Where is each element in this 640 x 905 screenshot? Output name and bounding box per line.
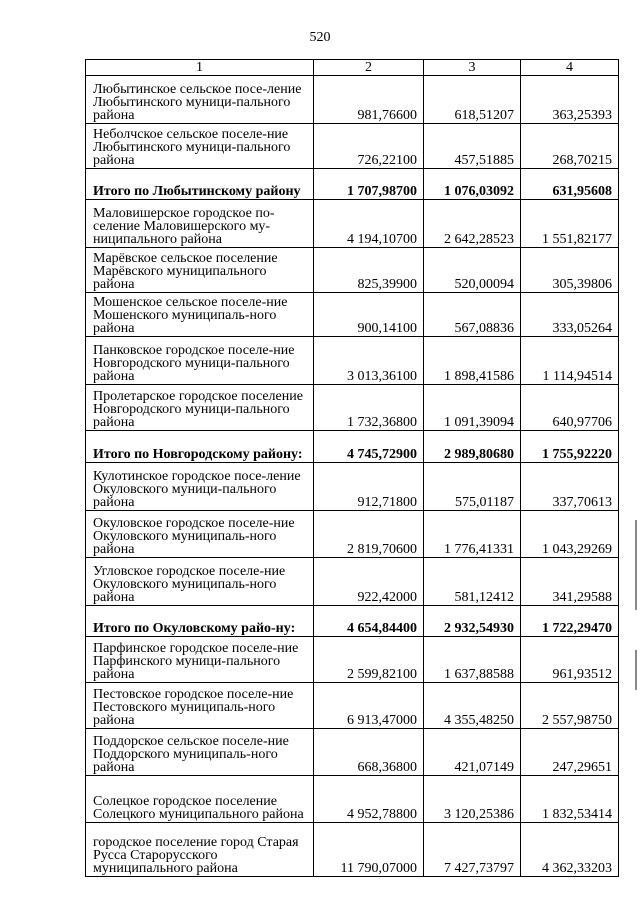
table-row [86, 385, 619, 431]
value-col4-cell: 1 722,29470 [521, 606, 619, 637]
row-name-cell: Окуловское городское поселе-ние Окуловского муниципаль-ного района [86, 511, 314, 558]
value-col4-cell: 1 832,53414 [521, 776, 619, 823]
value-col2-cell: 1 707,98700 [314, 169, 424, 200]
value-col2-cell: 11 790,07000 [314, 823, 424, 877]
value-col2-cell: 2 819,70600 [314, 511, 424, 558]
column-header: 3 [424, 60, 521, 76]
row-name-cell: Поддорское сельское поселе-ние Поддорского муниципаль-ного района [86, 729, 314, 776]
row-name-cell: Кулотинское городское посе-ление Окуловского муници-пального района [86, 463, 314, 511]
total-row [86, 169, 619, 200]
value-col3-cell: 1 637,88588 [424, 637, 521, 683]
value-col2-cell: 3 013,36100 [314, 337, 424, 385]
value-col2-cell: 668,36800 [314, 729, 424, 776]
budget-table [85, 59, 619, 877]
value-col4-cell: 4 362,33203 [521, 823, 619, 877]
table-row [86, 729, 619, 776]
value-col3-cell: 2 989,80680 [424, 431, 521, 463]
value-col2-cell: 2 599,82100 [314, 637, 424, 683]
value-col2-cell: 4 194,10700 [314, 200, 424, 248]
row-name-cell: Солецкое городское поселение Солецкого муниципального района [86, 776, 314, 823]
value-col4-cell: 2 557,98750 [521, 683, 619, 729]
table-row [86, 248, 619, 293]
value-col3-cell: 3 120,25386 [424, 776, 521, 823]
value-col2-cell: 912,71800 [314, 463, 424, 511]
table-row [86, 637, 619, 683]
value-col3-cell: 2 642,28523 [424, 200, 521, 248]
table-row [86, 200, 619, 248]
table-row [86, 463, 619, 511]
value-col2-cell: 4 654,84400 [314, 606, 424, 637]
value-col3-cell: 4 355,48250 [424, 683, 521, 729]
row-name-cell: Пестовское городское поселе-ние Пестовского муниципаль-ного района [86, 683, 314, 729]
value-col4-cell: 363,25393 [521, 76, 619, 124]
value-col4-cell: 1 114,94514 [521, 337, 619, 385]
value-col2-cell: 825,39900 [314, 248, 424, 293]
value-col4-cell: 337,70613 [521, 463, 619, 511]
value-col2-cell: 922,42000 [314, 558, 424, 606]
row-name-cell: Итого по Любытинскому району [86, 169, 314, 200]
value-col4-cell: 247,29651 [521, 729, 619, 776]
value-col3-cell: 520,00094 [424, 248, 521, 293]
value-col4-cell: 341,29588 [521, 558, 619, 606]
value-col2-cell: 4 745,72900 [314, 431, 424, 463]
value-col2-cell: 726,22100 [314, 124, 424, 169]
value-col2-cell: 900,14100 [314, 293, 424, 337]
value-col4-cell: 333,05264 [521, 293, 619, 337]
value-col3-cell: 2 932,54930 [424, 606, 521, 637]
table-row [86, 683, 619, 729]
row-name-cell: Угловское городское поселе-ние Окуловского муниципаль-ного района [86, 558, 314, 606]
row-name-cell: Неболчское сельское поселе-ние Любытинского муници-пального района [86, 124, 314, 169]
value-col4-cell: 961,93512 [521, 637, 619, 683]
value-col3-cell: 1 776,41331 [424, 511, 521, 558]
table-row [86, 776, 619, 823]
table-row [86, 558, 619, 606]
column-header: 1 [86, 60, 314, 76]
table-row [86, 823, 619, 877]
row-name-cell: Мошенское сельское поселе-ние Мошенского муниципаль-ного района [86, 293, 314, 337]
value-col3-cell: 421,07149 [424, 729, 521, 776]
column-header: 2 [314, 60, 424, 76]
row-name-cell: Парфинское городское поселе-ние Парфинского муници-пального района [86, 637, 314, 683]
value-col4-cell: 268,70215 [521, 124, 619, 169]
row-name-cell: Маловишерское городское по-селение Маловишерского му-ниципального района [86, 200, 314, 248]
row-name-cell: Любытинское сельское посе-ление Любытинского муници-пального района [86, 76, 314, 124]
value-col4-cell: 640,97706 [521, 385, 619, 431]
value-col3-cell: 457,51885 [424, 124, 521, 169]
table-row [86, 337, 619, 385]
table-header-row [86, 60, 619, 76]
table-row [86, 124, 619, 169]
column-header: 4 [521, 60, 619, 76]
value-col3-cell: 567,08836 [424, 293, 521, 337]
value-col4-cell: 1 755,92220 [521, 431, 619, 463]
total-row [86, 606, 619, 637]
value-col2-cell: 1 732,36800 [314, 385, 424, 431]
row-name-cell: Пролетарское городское поселение Новгородского муници-пального района [86, 385, 314, 431]
value-col4-cell: 305,39806 [521, 248, 619, 293]
row-name-cell: Итого по Новгородскому району: [86, 431, 314, 463]
page-number: 520 [309, 30, 331, 45]
row-name-cell: Итого по Окуловскому райо-ну: [86, 606, 314, 637]
row-name-cell: Панковское городское поселе-ние Новгородского муници-пального района [86, 337, 314, 385]
value-col3-cell: 7 427,73797 [424, 823, 521, 877]
value-col4-cell: 1 043,29269 [521, 511, 619, 558]
table-row [86, 76, 619, 124]
table-row [86, 293, 619, 337]
row-name-cell: Марёвское сельское поселение Марёвского муниципального района [86, 248, 314, 293]
value-col2-cell: 6 913,47000 [314, 683, 424, 729]
value-col3-cell: 618,51207 [424, 76, 521, 124]
row-name-cell: городское поселение город Старая Русса Старорусского муниципального района [86, 823, 314, 877]
value-col2-cell: 4 952,78800 [314, 776, 424, 823]
scan-edge-mark [635, 650, 637, 690]
value-col3-cell: 1 898,41586 [424, 337, 521, 385]
value-col3-cell: 1 091,39094 [424, 385, 521, 431]
value-col3-cell: 581,12412 [424, 558, 521, 606]
value-col2-cell: 981,76600 [314, 76, 424, 124]
table-row [86, 511, 619, 558]
total-row [86, 431, 619, 463]
value-col4-cell: 631,95608 [521, 169, 619, 200]
value-col3-cell: 575,01187 [424, 463, 521, 511]
scan-edge-mark [635, 520, 637, 610]
value-col3-cell: 1 076,03092 [424, 169, 521, 200]
value-col4-cell: 1 551,82177 [521, 200, 619, 248]
